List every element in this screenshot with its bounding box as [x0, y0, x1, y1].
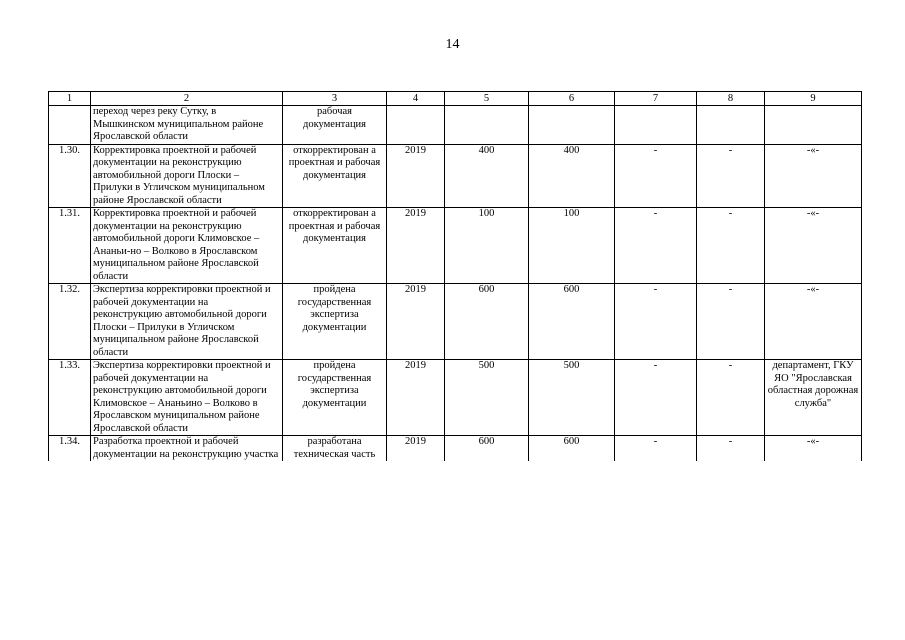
header-cell: 5 [445, 92, 529, 106]
header-cell: 4 [387, 92, 445, 106]
total-cell [445, 106, 529, 145]
header-cell: 7 [615, 92, 697, 106]
measure-name: Разработка проектной и рабочей документации на реконструкцию участка [91, 436, 283, 462]
year-cell: 2019 [387, 208, 445, 284]
total-cell: 400 [445, 144, 529, 208]
table-header-row [49, 92, 862, 106]
expected-result: пройдена государственная экспертиза документации [283, 284, 387, 360]
regional-budget-cell: 500 [529, 360, 615, 436]
total-cell: 600 [445, 284, 529, 360]
row-number: 1.34. [49, 436, 91, 462]
regional-budget-cell: 600 [529, 284, 615, 360]
year-cell: 2019 [387, 360, 445, 436]
year-cell: 2019 [387, 284, 445, 360]
regional-budget-cell: 400 [529, 144, 615, 208]
expected-result: рабочая документация [283, 106, 387, 145]
total-cell: 500 [445, 360, 529, 436]
year-cell: 2019 [387, 144, 445, 208]
header-cell: 8 [697, 92, 765, 106]
executor-cell: -«- [765, 436, 862, 462]
executor-cell: -«- [765, 144, 862, 208]
row-number: 1.33. [49, 360, 91, 436]
row-number: 1.31. [49, 208, 91, 284]
other-sources-cell: - [697, 144, 765, 208]
regional-budget-cell: 600 [529, 436, 615, 462]
measure-name: Корректировка проектной и рабочей документации на реконструкцию автомобильной дороги Плоски – Прилуки в Угличском муниципальном районе Ярославской области [91, 144, 283, 208]
executor-cell: -«- [765, 284, 862, 360]
federal-budget-cell: - [615, 436, 697, 462]
expected-result: пройдена государственная экспертиза документации [283, 360, 387, 436]
regional-budget-cell: 100 [529, 208, 615, 284]
header-cell: 2 [91, 92, 283, 106]
other-sources-cell: - [697, 284, 765, 360]
executor-cell: -«- [765, 208, 862, 284]
federal-budget-cell: - [615, 284, 697, 360]
table-row [49, 284, 862, 360]
row-number: 1.32. [49, 284, 91, 360]
measure-name: Экспертиза корректировки проектной и рабочей документации на реконструкцию автомобильной дороги Плоски – Прилуки в Угличском муниципальном районе Ярославской области [91, 284, 283, 360]
federal-budget-cell: - [615, 144, 697, 208]
total-cell: 100 [445, 208, 529, 284]
table-row [49, 106, 862, 145]
measure-name: переход через реку Сутку, в Мышкинском муниципальном районе Ярославской области [91, 106, 283, 145]
header-cell: 6 [529, 92, 615, 106]
other-sources-cell: - [697, 436, 765, 462]
row-number [49, 106, 91, 145]
other-sources-cell: - [697, 360, 765, 436]
other-sources-cell [697, 106, 765, 145]
table-row [49, 208, 862, 284]
federal-budget-cell: - [615, 360, 697, 436]
measure-name: Экспертиза корректировки проектной и рабочей документации на реконструкцию автомобильной дороги Климовское – Ананьино – Волково в Ярославском муниципальном районе Ярославской области [91, 360, 283, 436]
table-row [49, 360, 862, 436]
header-cell: 1 [49, 92, 91, 106]
header-cell: 3 [283, 92, 387, 106]
federal-budget-cell [615, 106, 697, 145]
year-cell [387, 106, 445, 145]
program-table [48, 91, 862, 461]
expected-result: откорректирован а проектная и рабочая документация [283, 208, 387, 284]
row-number: 1.30. [49, 144, 91, 208]
page-number: 14 [445, 37, 460, 52]
expected-result: откорректирован а проектная и рабочая документация [283, 144, 387, 208]
total-cell: 600 [445, 436, 529, 462]
table-row [49, 436, 862, 462]
federal-budget-cell: - [615, 208, 697, 284]
measure-name: Корректировка проектной и рабочей документации на реконструкцию автомобильной дороги Климовское – Ананьи-но – Волково в Ярославском муниципальном районе Ярославской области [91, 208, 283, 284]
executor-cell [765, 106, 862, 145]
table-row [49, 144, 862, 208]
regional-budget-cell [529, 106, 615, 145]
executor-cell: департамент, ГКУ ЯО "Ярославская областная дорожная служба" [765, 360, 862, 436]
header-cell: 9 [765, 92, 862, 106]
expected-result: разработана техническая часть [283, 436, 387, 462]
other-sources-cell: - [697, 208, 765, 284]
year-cell: 2019 [387, 436, 445, 462]
